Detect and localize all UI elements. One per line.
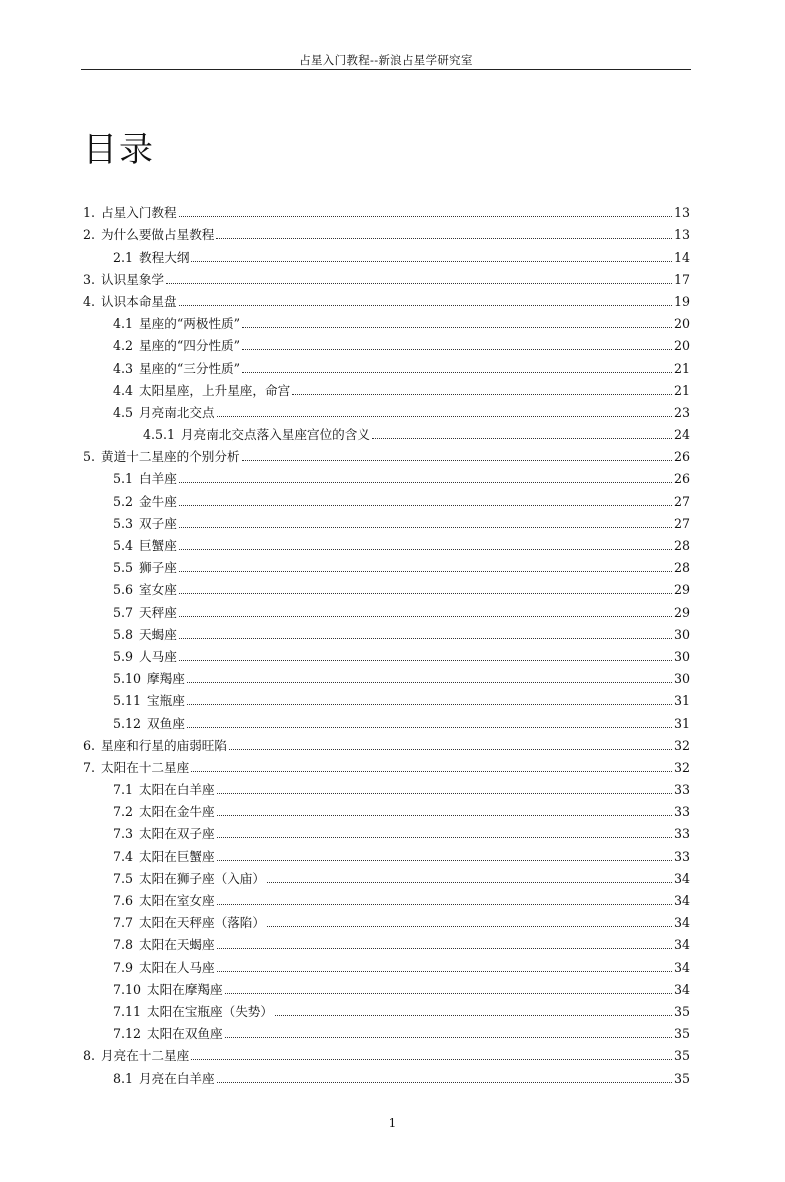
toc-dot-leader [217, 815, 672, 816]
toc-entry[interactable] [83, 664, 690, 686]
toc-entry-page: 30 [673, 626, 690, 642]
toc-entry-page: 32 [673, 737, 690, 753]
toc-entry-label: 天蝎座 [139, 626, 177, 642]
toc-entry-page: 26 [673, 449, 690, 465]
toc-entry-number: 7.1 [113, 782, 134, 798]
toc-entry[interactable] [83, 442, 690, 464]
toc-entry[interactable] [83, 620, 690, 642]
toc-entry[interactable] [83, 575, 690, 597]
toc-dot-leader [179, 549, 672, 550]
toc-entry-label: 太阳在双子座 [139, 826, 215, 842]
toc-entry-number: 4.2 [113, 338, 134, 354]
toc-entry-number: 2.1 [113, 249, 134, 265]
toc-dot-leader [217, 948, 672, 949]
toc-entry-label: 白羊座 [139, 471, 177, 487]
toc-entry-number: 2. [83, 227, 96, 243]
toc-entry[interactable] [83, 753, 690, 775]
toc-entry-number: 5.6 [113, 582, 134, 598]
toc-dot-leader [267, 882, 672, 883]
toc-entry-number: 7.10 [113, 981, 142, 997]
toc-entry-page: 35 [673, 1003, 690, 1019]
toc-entry-page: 34 [673, 959, 690, 975]
toc-entry-label: 星座和行星的庙弱旺陷 [101, 737, 227, 753]
toc-entry-page: 17 [673, 271, 690, 287]
toc-entry-label: 双鱼座 [147, 715, 185, 731]
toc-dot-leader [229, 749, 672, 750]
toc-dot-leader [187, 682, 672, 683]
toc-entry-label: 宝瓶座 [147, 693, 185, 709]
toc-entry-page: 33 [673, 848, 690, 864]
toc-dot-leader [179, 505, 672, 506]
toc-entry[interactable] [83, 398, 690, 420]
toc-entry-page: 34 [673, 937, 690, 953]
header-rule [81, 69, 691, 70]
toc-entry-label: 太阳在天秤座（落陷） [139, 915, 265, 931]
toc-entry-label: 天秤座 [139, 604, 177, 620]
toc-entry-page: 13 [673, 205, 690, 221]
toc-entry[interactable] [83, 553, 690, 575]
toc-entry-number: 7.8 [113, 937, 134, 953]
toc-entry-label: 巨蟹座 [139, 538, 177, 553]
toc-entry[interactable] [83, 220, 690, 242]
toc-entry[interactable] [83, 797, 690, 819]
toc-entry-page: 13 [673, 227, 690, 243]
toc-list [83, 198, 690, 1086]
toc-entry-number: 5.7 [113, 604, 134, 620]
toc-entry[interactable] [83, 509, 690, 531]
toc-entry[interactable] [83, 997, 690, 1019]
toc-entry-number: 7. [83, 759, 96, 775]
toc-entry-label: 太阳在室女座 [139, 893, 215, 908]
toc-dot-leader [179, 616, 672, 617]
toc-entry-page: 20 [673, 316, 690, 332]
toc-dot-leader [217, 904, 672, 905]
footer-page-number: 1 [388, 1116, 397, 1130]
toc-dot-leader [191, 261, 672, 262]
toc-entry[interactable] [83, 265, 690, 287]
toc-entry-page: 30 [673, 648, 690, 664]
toc-entry-page: 21 [673, 382, 690, 398]
toc-entry-number: 5.5 [113, 560, 134, 576]
toc-entry-page: 27 [673, 515, 690, 531]
toc-entry-page: 33 [673, 826, 690, 842]
toc-entry-number: 1. [83, 205, 96, 221]
toc-entry-page: 28 [673, 538, 690, 553]
toc-dot-leader [191, 771, 672, 772]
running-header: 占星入门教程--新浪占星学研究室 [299, 53, 473, 67]
toc-dot-leader [242, 327, 672, 328]
toc-dot-leader [179, 571, 672, 572]
toc-entry-page: 33 [673, 804, 690, 820]
toc-entry-label: 室女座 [139, 582, 177, 598]
toc-entry-page: 32 [673, 759, 690, 775]
toc-entry-number: 5.3 [113, 515, 134, 531]
toc-entry-number: 4.1 [113, 316, 134, 332]
toc-entry-page: 35 [673, 1070, 690, 1086]
toc-entry-page: 29 [673, 604, 690, 620]
toc-dot-leader [179, 593, 672, 594]
toc-dot-leader [179, 638, 672, 639]
toc-entry[interactable] [83, 886, 690, 908]
toc-entry-label: 认识本命星盘 [101, 293, 177, 309]
toc-entry-label: 太阳在白羊座 [139, 782, 215, 798]
toc-entry-number: 5.8 [113, 626, 134, 642]
toc-entry[interactable] [83, 686, 690, 708]
toc-dot-leader [372, 438, 672, 439]
toc-entry[interactable] [83, 708, 690, 730]
toc-entry[interactable] [83, 287, 690, 309]
toc-dot-leader [191, 1059, 672, 1060]
toc-dot-leader [217, 837, 672, 838]
toc-entry-label: 太阳在天蝎座 [139, 937, 215, 953]
toc-entry-page: 34 [673, 893, 690, 908]
toc-dot-leader [275, 1015, 672, 1016]
toc-entry[interactable] [83, 376, 690, 398]
toc-entry-label: 太阳在狮子座（入庙） [139, 870, 265, 886]
toc-entry-number: 5.4 [113, 538, 134, 553]
toc-entry-page: 26 [673, 471, 690, 487]
toc-entry[interactable] [83, 464, 690, 486]
toc-entry-label: 太阳在双鱼座 [147, 1026, 223, 1042]
toc-entry-number: 4.5 [113, 404, 134, 420]
toc-entry[interactable] [83, 1063, 690, 1085]
toc-entry-page: 34 [673, 915, 690, 931]
toc-entry[interactable] [83, 975, 690, 997]
page-title: 目录 [83, 130, 155, 170]
toc-entry-number: 4.4 [113, 382, 134, 398]
toc-entry-number: 8.1 [113, 1070, 134, 1086]
toc-dot-leader [217, 1082, 672, 1083]
toc-entry-page: 28 [673, 560, 690, 576]
toc-dot-leader [217, 793, 672, 794]
toc-dot-leader [217, 416, 672, 417]
toc-entry-page: 31 [673, 715, 690, 731]
toc-entry[interactable] [83, 841, 690, 863]
toc-entry-label: 占星入门教程 [101, 205, 177, 221]
toc-entry-page: 33 [673, 782, 690, 798]
toc-entry-number: 8. [83, 1048, 96, 1064]
toc-entry-number: 5.11 [113, 693, 142, 709]
toc-entry-label: 为什么要做占星教程 [101, 227, 215, 243]
toc-entry-page: 34 [673, 870, 690, 886]
toc-entry-label: 月亮在白羊座 [139, 1070, 215, 1086]
toc-entry-label: 狮子座 [139, 560, 177, 576]
toc-entry[interactable] [83, 353, 690, 375]
toc-dot-leader [179, 527, 672, 528]
toc-entry-label: 太阳在宝瓶座（失势） [147, 1003, 273, 1019]
toc-entry-label: 星座的“三分性质” [139, 360, 241, 376]
toc-entry[interactable] [83, 331, 690, 353]
toc-entry-number: 5. [83, 449, 96, 465]
toc-entry-page: 21 [673, 360, 690, 376]
toc-dot-leader [187, 704, 672, 705]
toc-entry-page: 23 [673, 404, 690, 420]
toc-dot-leader [267, 926, 672, 927]
toc-entry[interactable] [83, 864, 690, 886]
toc-entry-label: 星座的“四分性质” [139, 338, 241, 354]
toc-entry-label: 太阳在摩羯座 [147, 981, 223, 997]
toc-entry[interactable] [83, 642, 690, 664]
toc-entry-number: 7.7 [113, 915, 134, 931]
toc-entry[interactable] [83, 531, 690, 553]
toc-entry-label: 星座的“两极性质” [139, 316, 241, 332]
toc-entry-page: 29 [673, 582, 690, 598]
toc-entry[interactable] [83, 1041, 690, 1063]
toc-entry-number: 3. [83, 271, 96, 287]
toc-dot-leader [242, 349, 672, 350]
toc-dot-leader [217, 971, 672, 972]
toc-dot-leader [242, 372, 672, 373]
toc-entry-label: 太阳在人马座 [139, 959, 215, 975]
toc-entry[interactable] [83, 420, 690, 442]
toc-entry-label: 摩羯座 [147, 671, 185, 687]
toc-dot-leader [179, 216, 672, 217]
toc-entry[interactable] [83, 309, 690, 331]
toc-entry-number: 5.12 [113, 715, 142, 731]
toc-entry-page: 30 [673, 671, 690, 687]
toc-entry-page: 14 [673, 249, 690, 265]
toc-entry[interactable] [83, 198, 690, 220]
toc-entry-label: 太阳星座，上升星座，命宫 [139, 382, 291, 398]
toc-entry-number: 5.1 [113, 471, 134, 487]
toc-entry-number: 5.2 [113, 493, 134, 509]
toc-entry[interactable] [83, 819, 690, 841]
toc-entry-number: 7.3 [113, 826, 134, 842]
toc-entry-label: 双子座 [139, 515, 177, 531]
toc-dot-leader [225, 993, 672, 994]
toc-dot-leader [216, 238, 672, 239]
toc-dot-leader [179, 305, 672, 306]
toc-entry-label: 月亮在十二星座 [101, 1048, 190, 1064]
toc-dot-leader [292, 394, 672, 395]
toc-entry-number: 7.4 [113, 848, 134, 864]
toc-entry[interactable] [83, 597, 690, 619]
toc-entry-page: 35 [673, 1048, 690, 1064]
toc-entry[interactable] [83, 486, 690, 508]
toc-dot-leader [179, 660, 672, 661]
toc-entry-number: 7.6 [113, 893, 134, 908]
toc-entry-label: 太阳在十二星座 [101, 759, 190, 775]
toc-entry[interactable] [83, 908, 690, 930]
toc-dot-leader [166, 283, 672, 284]
toc-entry-label: 黄道十二星座的个别分析 [101, 449, 240, 465]
toc-entry-number: 4.3 [113, 360, 134, 376]
toc-entry-label: 月亮南北交点落入星座宫位的含义 [181, 427, 370, 443]
toc-entry-number: 5.9 [113, 648, 134, 664]
toc-entry[interactable] [83, 731, 690, 753]
toc-entry[interactable] [83, 952, 690, 974]
toc-entry-number: 6. [83, 737, 96, 753]
toc-entry-page: 31 [673, 693, 690, 709]
toc-entry-page: 19 [673, 293, 690, 309]
toc-entry[interactable] [83, 930, 690, 952]
toc-entry-label: 金牛座 [139, 493, 177, 509]
toc-entry-number: 5.10 [113, 671, 142, 687]
toc-entry-page: 27 [673, 493, 690, 509]
toc-entry-number: 4. [83, 293, 96, 309]
toc-entry-label: 认识星象学 [101, 271, 164, 287]
toc-dot-leader [242, 460, 672, 461]
toc-entry-page: 35 [673, 1026, 690, 1042]
toc-entry-label: 月亮南北交点 [139, 404, 215, 420]
toc-dot-leader [179, 482, 672, 483]
toc-dot-leader [217, 860, 672, 861]
toc-entry-page: 24 [673, 427, 690, 443]
toc-dot-leader [187, 727, 672, 728]
toc-entry[interactable] [83, 775, 690, 797]
toc-entry-number: 7.11 [113, 1003, 142, 1019]
toc-entry-label: 太阳在巨蟹座 [139, 848, 215, 864]
toc-entry-number: 4.5.1 [143, 427, 176, 443]
toc-entry-number: 7.9 [113, 959, 134, 975]
toc-entry-page: 34 [673, 981, 690, 997]
toc-entry-label: 教程大纲 [139, 249, 190, 265]
toc-dot-leader [225, 1037, 672, 1038]
toc-entry-page: 20 [673, 338, 690, 354]
toc-entry[interactable] [83, 1019, 690, 1041]
toc-entry-number: 7.12 [113, 1026, 142, 1042]
toc-entry-label: 人马座 [139, 648, 177, 664]
toc-entry-number: 7.5 [113, 870, 134, 886]
toc-entry-number: 7.2 [113, 804, 134, 820]
toc-entry[interactable] [83, 242, 690, 264]
toc-entry-label: 太阳在金牛座 [139, 804, 215, 820]
